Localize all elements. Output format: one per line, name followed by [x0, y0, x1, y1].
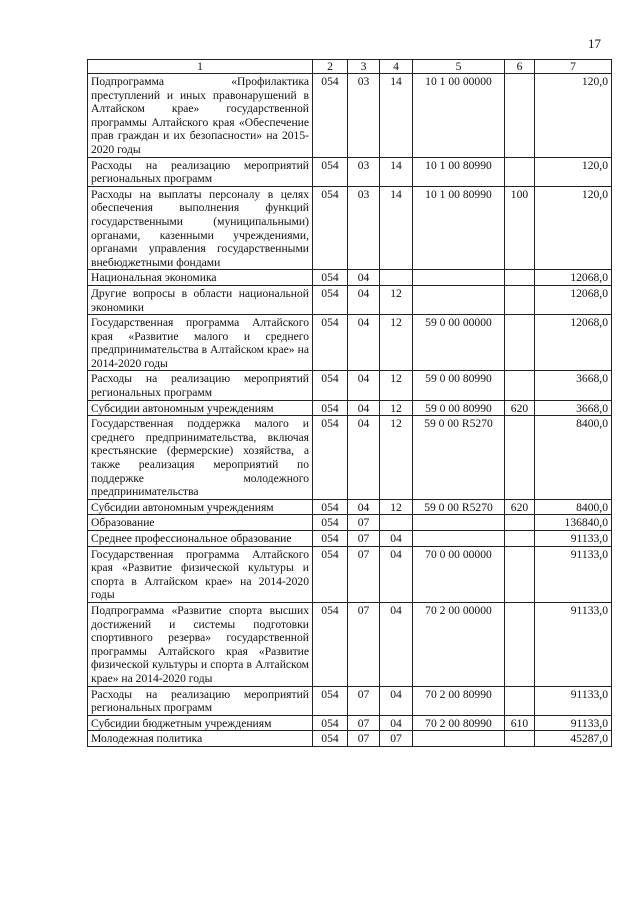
section-code: 07: [348, 546, 380, 602]
subsection-code: 12: [380, 371, 413, 400]
ministry-code: 054: [313, 285, 348, 314]
expense-type-code: [505, 270, 535, 286]
section-code: 04: [348, 499, 380, 515]
item-name: Среднее профессиональное образование: [88, 531, 313, 547]
item-name: Молодежная политика: [88, 731, 313, 747]
section-code: 04: [348, 285, 380, 314]
expense-type-code: [505, 602, 535, 686]
section-code: 04: [348, 416, 380, 500]
expense-type-code: [505, 686, 535, 715]
table-row: [88, 416, 612, 500]
section-code: 07: [348, 686, 380, 715]
expense-type-code: 100: [505, 186, 535, 270]
subsection-code: 12: [380, 499, 413, 515]
expense-type-code: [505, 731, 535, 747]
column-header: 1: [88, 60, 313, 74]
expense-type-code: 620: [505, 499, 535, 515]
target-article-code: 10 1 00 00000: [413, 74, 505, 158]
ministry-code: 054: [313, 186, 348, 270]
amount: 120,0: [535, 157, 612, 186]
expense-type-code: 620: [505, 400, 535, 416]
target-article-code: [413, 731, 505, 747]
item-name: Подпрограмма «Развитие спорта высших достижений и системы подготовки спортивного резерва» государственной программы Алтайского края «Развитие физической культуры и спорта в Алтайском крае» на 2014-2020 годы: [88, 602, 313, 686]
amount: 8400,0: [535, 499, 612, 515]
target-article-code: 10 1 00 80990: [413, 157, 505, 186]
ministry-code: 054: [313, 371, 348, 400]
item-name: Расходы на реализацию мероприятий региональных программ: [88, 157, 313, 186]
target-article-code: [413, 515, 505, 531]
ministry-code: 054: [313, 315, 348, 371]
target-article-code: 70 2 00 80990: [413, 715, 505, 731]
expense-type-code: [505, 157, 535, 186]
column-header: 6: [505, 60, 535, 74]
target-article-code: 70 2 00 80990: [413, 686, 505, 715]
amount: 91133,0: [535, 546, 612, 602]
amount: 12068,0: [535, 285, 612, 314]
table-row: [88, 715, 612, 731]
section-code: 03: [348, 157, 380, 186]
item-name: Образование: [88, 515, 313, 531]
amount: 3668,0: [535, 371, 612, 400]
expense-type-code: [505, 371, 535, 400]
section-code: 07: [348, 531, 380, 547]
column-header: 4: [380, 60, 413, 74]
expense-type-code: [505, 546, 535, 602]
item-name: Расходы на выплаты персоналу в целях обеспечения выполнения функций государственными (муниципальными) органами, казенными учреждениями, органами управления государственными внебюджетными фондами: [88, 186, 313, 270]
amount: 91133,0: [535, 686, 612, 715]
subsection-code: 12: [380, 315, 413, 371]
section-code: 07: [348, 731, 380, 747]
amount: 45287,0: [535, 731, 612, 747]
column-header: 5: [413, 60, 505, 74]
expense-type-code: 610: [505, 715, 535, 731]
subsection-code: 12: [380, 416, 413, 500]
subsection-code: 14: [380, 186, 413, 270]
expense-type-code: [505, 416, 535, 500]
amount: 12068,0: [535, 315, 612, 371]
target-article-code: 59 0 00 R5270: [413, 416, 505, 500]
ministry-code: 054: [313, 602, 348, 686]
subsection-code: [380, 515, 413, 531]
column-header: 7: [535, 60, 612, 74]
item-name: Другие вопросы в области национальной экономики: [88, 285, 313, 314]
column-header: 2: [313, 60, 348, 74]
table-row: [88, 157, 612, 186]
section-code: 04: [348, 315, 380, 371]
expense-type-code: [505, 285, 535, 314]
expense-type-code: [505, 531, 535, 547]
ministry-code: 054: [313, 400, 348, 416]
table-row: [88, 371, 612, 400]
item-name: Государственная поддержка малого и среднего предпринимательства, включая крестьянские (фермерские) хозяйства, а также реализация мероприятий по поддержке молодежного предпринимательства: [88, 416, 313, 500]
table-row: [88, 546, 612, 602]
table-row: [88, 285, 612, 314]
section-code: 03: [348, 74, 380, 158]
table-row: [88, 686, 612, 715]
table-row: [88, 315, 612, 371]
table-row: [88, 186, 612, 270]
section-code: 07: [348, 715, 380, 731]
item-name: Подпрограмма «Профилактика преступлений и иных правонарушений в Алтайском крае» государственной программы Алтайского края «Обеспечение прав граждан и их безопасности» на 2015-2020 годы: [88, 74, 313, 158]
expense-type-code: [505, 74, 535, 158]
section-code: 07: [348, 515, 380, 531]
item-name: Государственная программа Алтайского края «Развитие физической культуры и спорта в Алтайском крае» на 2014-2020 годы: [88, 546, 313, 602]
target-article-code: 70 0 00 00000: [413, 546, 505, 602]
subsection-code: 14: [380, 74, 413, 158]
expense-type-code: [505, 315, 535, 371]
table-row: [88, 400, 612, 416]
amount: 136840,0: [535, 515, 612, 531]
amount: 3668,0: [535, 400, 612, 416]
section-code: 07: [348, 602, 380, 686]
target-article-code: [413, 270, 505, 286]
target-article-code: 59 0 00 80990: [413, 400, 505, 416]
target-article-code: 59 0 00 80990: [413, 371, 505, 400]
table-row: [88, 270, 612, 286]
subsection-code: 04: [380, 686, 413, 715]
ministry-code: 054: [313, 157, 348, 186]
expense-type-code: [505, 515, 535, 531]
item-name: Субсидии бюджетным учреждениям: [88, 715, 313, 731]
target-article-code: 59 0 00 00000: [413, 315, 505, 371]
table-row: [88, 515, 612, 531]
ministry-code: 054: [313, 74, 348, 158]
target-article-code: 10 1 00 80990: [413, 186, 505, 270]
ministry-code: 054: [313, 715, 348, 731]
ministry-code: 054: [313, 731, 348, 747]
item-name: Национальная экономика: [88, 270, 313, 286]
subsection-code: 12: [380, 400, 413, 416]
ministry-code: 054: [313, 270, 348, 286]
table-row: [88, 602, 612, 686]
target-article-code: [413, 531, 505, 547]
ministry-code: 054: [313, 546, 348, 602]
subsection-code: 04: [380, 715, 413, 731]
subsection-code: 14: [380, 157, 413, 186]
table-header-row: [88, 60, 612, 74]
ministry-code: 054: [313, 416, 348, 500]
budget-table: [87, 59, 612, 747]
amount: 12068,0: [535, 270, 612, 286]
target-article-code: [413, 285, 505, 314]
item-name: Субсидии автономным учреждениям: [88, 400, 313, 416]
amount: 91133,0: [535, 602, 612, 686]
amount: 91133,0: [535, 531, 612, 547]
table-row: [88, 74, 612, 158]
amount: 8400,0: [535, 416, 612, 500]
column-header: 3: [348, 60, 380, 74]
page-number: 17: [588, 36, 601, 51]
ministry-code: 054: [313, 515, 348, 531]
item-name: Государственная программа Алтайского края «Развитие малого и среднего предпринимательства в Алтайском крае» на 2014-2020 годы: [88, 315, 313, 371]
subsection-code: [380, 270, 413, 286]
subsection-code: 04: [380, 531, 413, 547]
subsection-code: 12: [380, 285, 413, 314]
section-code: 04: [348, 400, 380, 416]
amount: 120,0: [535, 186, 612, 270]
item-name: Расходы на реализацию мероприятий региональных программ: [88, 686, 313, 715]
amount: 120,0: [535, 74, 612, 158]
target-article-code: 70 2 00 00000: [413, 602, 505, 686]
table-row: [88, 731, 612, 747]
ministry-code: 054: [313, 499, 348, 515]
ministry-code: 054: [313, 531, 348, 547]
amount: 91133,0: [535, 715, 612, 731]
table-row: [88, 499, 612, 515]
section-code: 04: [348, 270, 380, 286]
target-article-code: 59 0 00 R5270: [413, 499, 505, 515]
item-name: Субсидии автономным учреждениям: [88, 499, 313, 515]
subsection-code: 07: [380, 731, 413, 747]
subsection-code: 04: [380, 602, 413, 686]
table-row: [88, 531, 612, 547]
item-name: Расходы на реализацию мероприятий региональных программ: [88, 371, 313, 400]
section-code: 03: [348, 186, 380, 270]
ministry-code: 054: [313, 686, 348, 715]
subsection-code: 04: [380, 546, 413, 602]
section-code: 04: [348, 371, 380, 400]
